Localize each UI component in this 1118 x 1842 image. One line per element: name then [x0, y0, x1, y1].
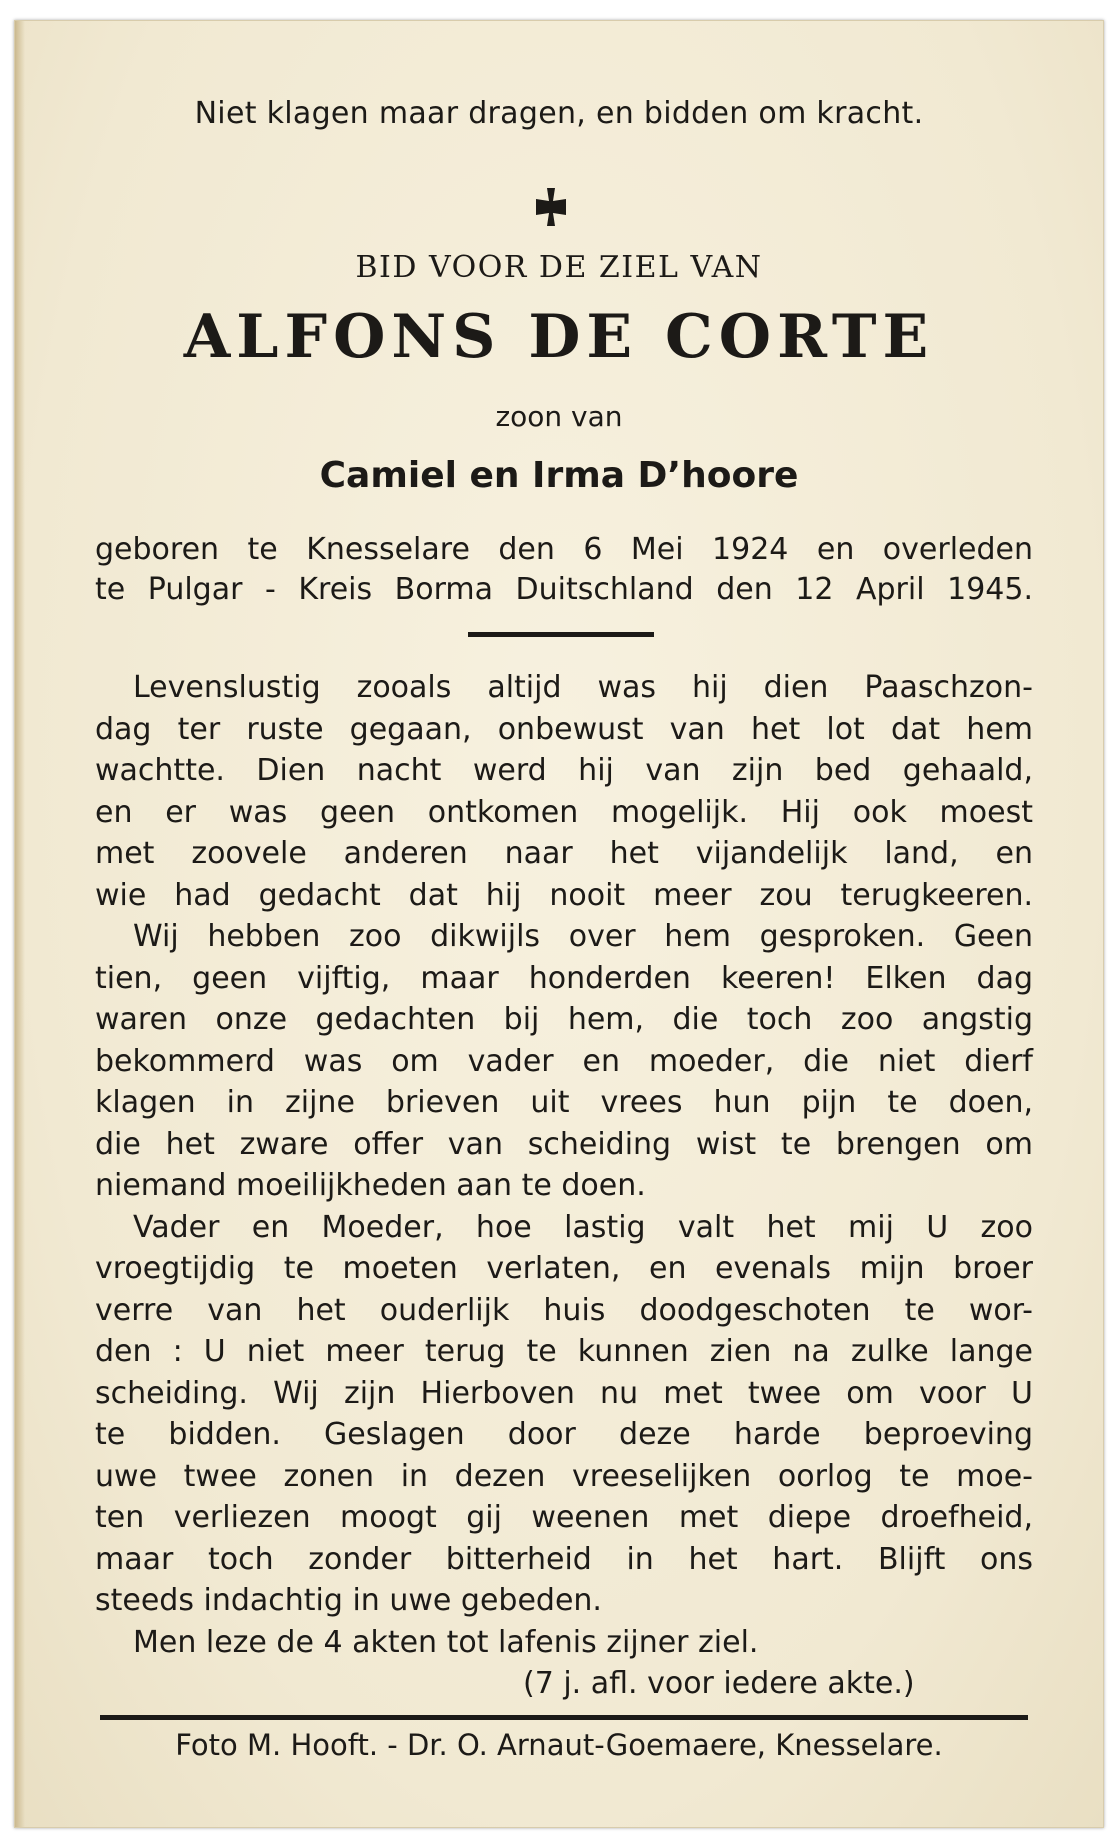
body-line: ten verliezen moogt gij weenen met diepe droefheid,: [95, 1500, 1033, 1535]
body-line: wachtte. Dien nacht werd hij van zijn bed gehaald,: [95, 753, 1033, 788]
body-line: verre van het ouderlijk huis doodgeschoten te wor-: [95, 1292, 1033, 1328]
body-line: die het zware offer van scheiding wist te brengen om: [95, 1126, 1033, 1162]
body-line: wie had gedacht dat hij nooit meer zou terugkeeren.: [95, 877, 1033, 913]
parents-names: Camiel en Irma D’hoore: [319, 455, 799, 496]
body-line: tien, geen vijftig, maar honderden keeren! Elken dag: [95, 960, 1033, 996]
body-line: Vader en Moeder, hoe lastig valt het mij U zoo: [133, 1209, 1033, 1245]
divider: [468, 632, 654, 637]
body-line: steeds indachtig in uwe gebeden.: [95, 1583, 602, 1618]
body-line: Levenslustig zooals altijd was hij dien Paaschzon-: [133, 670, 1033, 705]
body-line: te bidden. Geslagen door deze harde beproeving: [95, 1417, 1033, 1452]
body-line: den : U niet meer terug te kunnen zien na zulke lange: [95, 1334, 1033, 1369]
body-line: (7 j. afl. voor iedere akte.): [523, 1666, 915, 1701]
body-line: klagen in zijne brieven uit vrees hun pijn te doen,: [95, 1085, 1033, 1120]
son-of-label: zoon van: [495, 400, 623, 433]
prayer-line: BID VOOR DE ZIEL VAN: [355, 250, 763, 285]
body-line: vroegtijdig te moeten verlaten, en evenals mijn broer: [95, 1251, 1033, 1286]
body-line: dag ter ruste gegaan, onbewust van het lot dat hem: [95, 711, 1033, 747]
footer-divider: [100, 1715, 1028, 1720]
body-line: met zoovele anderen naar het vijandelijk land, en: [95, 836, 1033, 871]
birth-death-line: te Pulgar - Kreis Borma Duitschland den 12 April 1945.: [95, 572, 1033, 607]
body-line: niemand moeilijkheden aan te doen.: [95, 1168, 646, 1203]
body-line: waren onze gedachten bij hem, die toch zoo angstig: [95, 1002, 1033, 1037]
body-line: uwe twee zonen in dezen vreeselijken oorlog te moe-: [95, 1458, 1033, 1494]
body-line: Wij hebben zoo dikwijls over hem gesproken. Geen: [133, 919, 1033, 954]
body-line: Men leze de 4 akten tot lafenis zijner ziel.: [133, 1624, 759, 1660]
cross-icon: [530, 186, 572, 228]
birth-death-line: geboren te Knesselare den 6 Mei 1924 en overleden: [95, 532, 1033, 567]
motto: Niet klagen maar dragen, en bidden om kracht.: [194, 96, 924, 131]
body-line: maar toch zonder bitterheid in het hart. Blijft ons: [95, 1541, 1033, 1577]
body-line: scheiding. Wij zijn Hierboven nu met twee om voor U: [95, 1375, 1033, 1411]
deceased-name: ALFONS DE CORTE: [183, 302, 935, 372]
body-line: en er was geen ontkomen mogelijk. Hij ook moest: [95, 794, 1033, 830]
body-line: bekommerd was om vader en moeder, die niet dierf: [95, 1043, 1033, 1079]
printer-footer: Foto M. Hooft. - Dr. O. Arnaut-Goemaere, Knesselare.: [175, 1728, 943, 1762]
